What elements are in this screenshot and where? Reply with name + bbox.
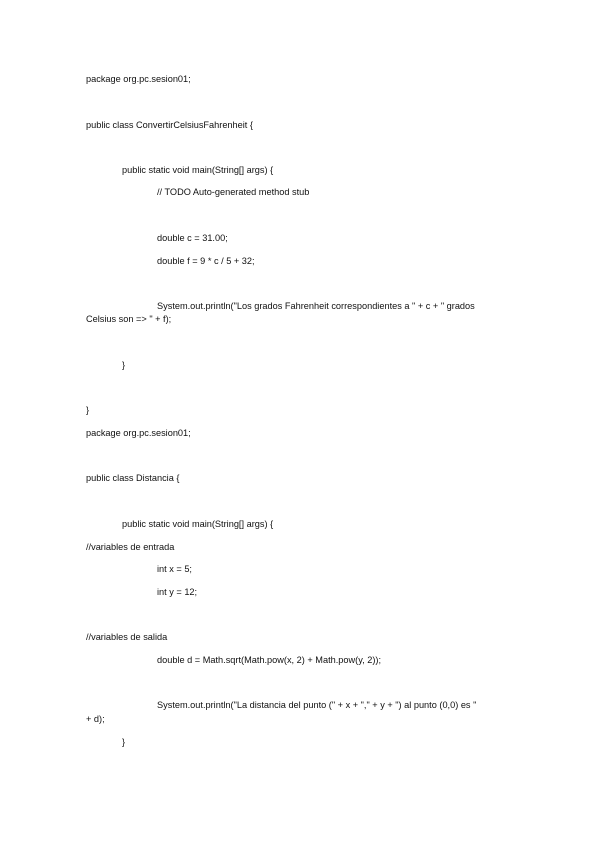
method-declaration: public static void main(String[] args) { (122, 165, 274, 175)
code-line-continuation: Celsius son => " + f); (86, 314, 172, 324)
code-comment: //variables de salida (86, 632, 168, 642)
code-line-continuation: + d); (86, 714, 105, 724)
code-comment: //variables de entrada (86, 542, 175, 552)
closing-brace: } (86, 405, 90, 415)
code-comment: // TODO Auto-generated method stub (157, 187, 310, 197)
code-line: System.out.println("Los grados Fahrenheit correspondientes a " + c + " grados (157, 301, 475, 311)
code-line: int x = 5; (157, 564, 192, 574)
closing-brace: } (122, 737, 126, 747)
code-line: double c = 31.00; (157, 233, 228, 243)
package-declaration: package org.pc.sesion01; (86, 428, 191, 438)
code-line: int y = 12; (157, 587, 198, 597)
code-line: double d = Math.sqrt(Math.pow(x, 2) + Math.pow(y, 2)); (157, 655, 381, 665)
method-declaration: public static void main(String[] args) { (122, 519, 274, 529)
code-line: System.out.println("La distancia del punto (" + x + "," + y + ") al punto (0,0) es " (157, 700, 477, 710)
package-declaration: package org.pc.sesion01; (86, 74, 191, 84)
class-declaration: public class ConvertirCelsiusFahrenheit { (86, 120, 253, 130)
code-line: double f = 9 * c / 5 + 32; (157, 256, 255, 266)
class-declaration: public class Distancia { (86, 473, 180, 483)
closing-brace: } (122, 360, 126, 370)
